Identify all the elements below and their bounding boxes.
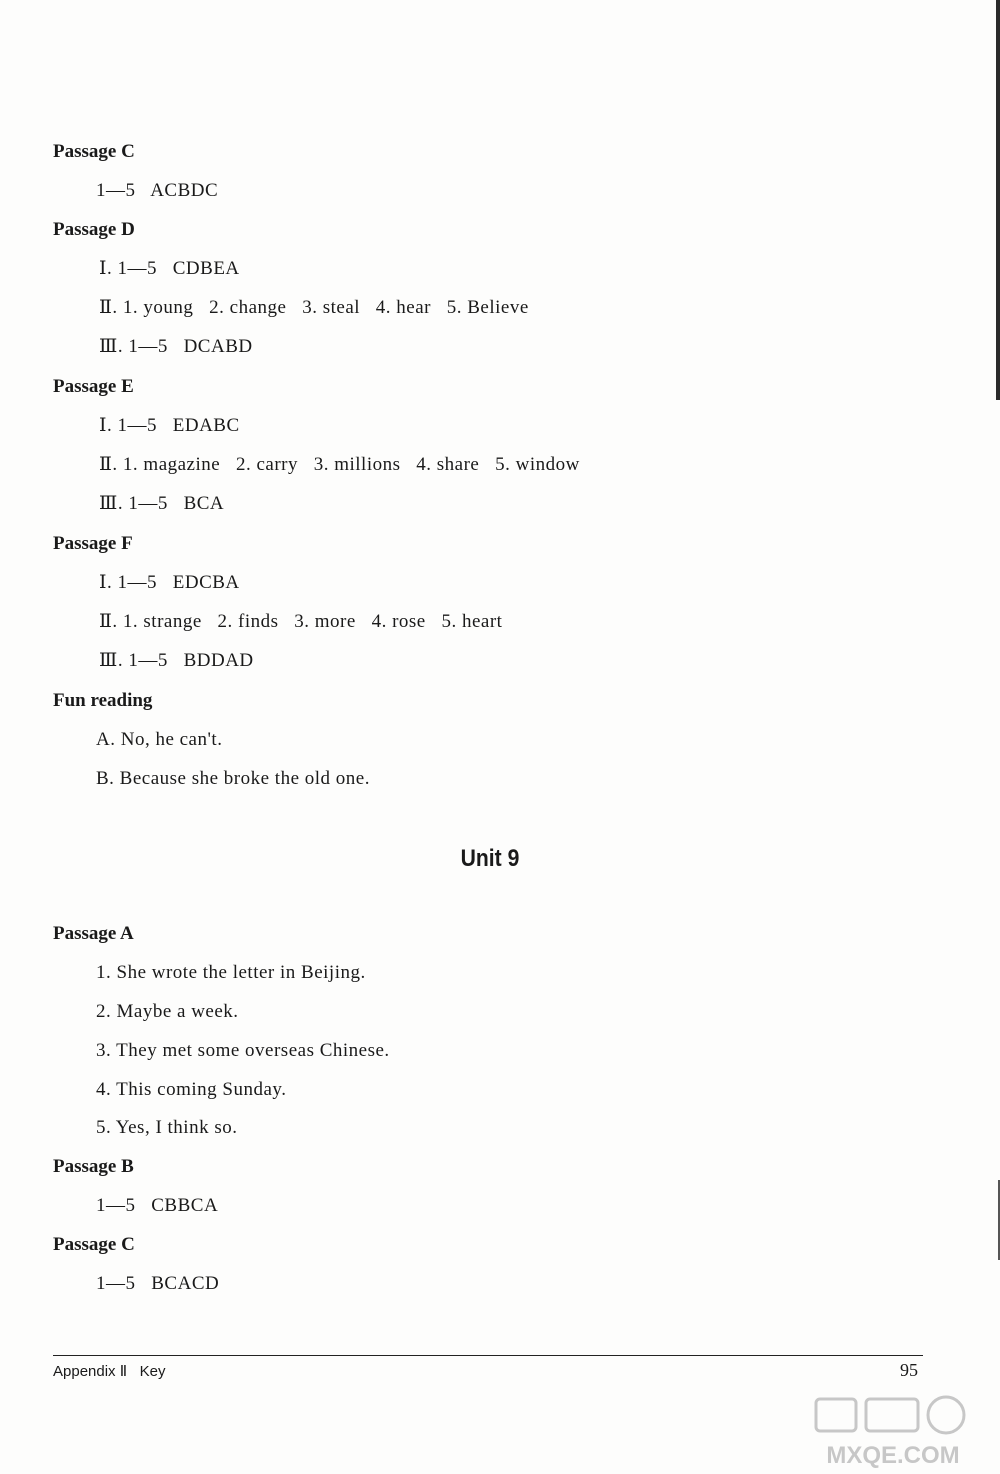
watermark-text: MXQE.COM: [826, 1442, 960, 1469]
answer-line: Ⅱ. 1. strange 2. finds 3. more 4. rose 5. heart: [99, 611, 503, 632]
section-heading-passage-c: Passage C: [53, 141, 135, 162]
page-number: 95: [900, 1360, 918, 1380]
section-heading-passage-a: Passage A: [53, 923, 134, 944]
answer-line: Ⅲ. 1—5 BCA: [99, 493, 225, 514]
answer-line: Ⅰ. 1—5 EDABC: [99, 415, 240, 436]
answer-line: 5. Yes, I think so.: [96, 1117, 238, 1138]
answer-line: 1—5 BCACD: [96, 1273, 220, 1294]
answer-line: B. Because she broke the old one.: [96, 768, 370, 789]
section-heading-passage-c-unit9: Passage C: [53, 1234, 135, 1255]
answer-line: 1. She wrote the letter in Beijing.: [96, 962, 366, 983]
footer-rule: [53, 1355, 923, 1356]
answer-line: Ⅲ. 1—5 BDDAD: [99, 650, 254, 671]
answer-line: Ⅱ. 1. magazine 2. carry 3. millions 4. share 5. window: [99, 454, 580, 475]
section-heading-passage-b: Passage B: [53, 1156, 134, 1177]
answer-line: Ⅰ. 1—5 EDCBA: [99, 572, 240, 593]
answer-line: A. No, he can't.: [96, 729, 223, 750]
section-heading-passage-d: Passage D: [53, 219, 135, 240]
answer-line: Ⅰ. 1—5 CDBEA: [99, 258, 240, 279]
section-heading-passage-e: Passage E: [53, 376, 134, 397]
section-heading-passage-f: Passage F: [53, 533, 133, 554]
unit-title: Unit 9: [460, 845, 520, 872]
answer-line: 3. They met some overseas Chinese.: [96, 1040, 390, 1061]
section-heading-fun-reading: Fun reading: [53, 690, 153, 711]
answer-line: Ⅱ. 1. young 2. change 3. steal 4. hear 5. Believe: [99, 297, 529, 318]
answer-line: 1—5 CBBCA: [96, 1195, 219, 1216]
answer-line: Ⅲ. 1—5 DCABD: [99, 336, 253, 357]
scan-edge-shadow: [996, 0, 1000, 400]
answer-line: 4. This coming Sunday.: [96, 1079, 287, 1100]
answer-line: 1—5 ACBDC: [96, 180, 219, 201]
watermark-logo: [808, 1395, 978, 1470]
footer-label: Appendix Ⅱ Key: [53, 1363, 166, 1380]
answer-line: 2. Maybe a week.: [96, 1001, 239, 1022]
